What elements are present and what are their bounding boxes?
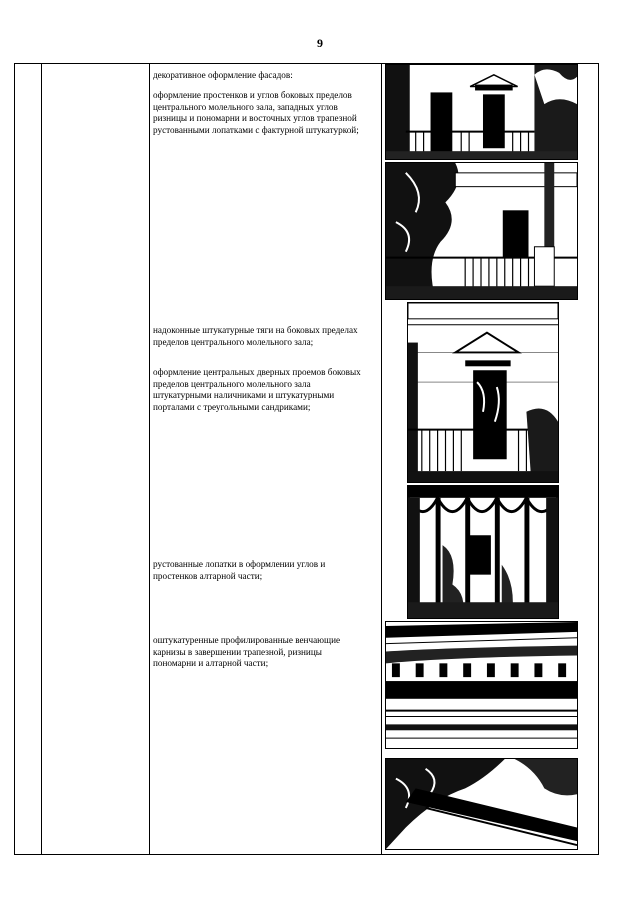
photo-facade-doors-balcony: [385, 64, 578, 160]
page-number: 9: [317, 36, 323, 50]
text-door-portals: оформление центральных дверных проемов боковых пределов центрального молельного зала штукатурными наличниками и штукатурными порталами с треугольными сандриками;: [153, 367, 361, 412]
photo-facade-window-fence: [385, 162, 578, 300]
column-divider: [41, 64, 42, 854]
text-decor-heading: декоративное оформление фасадов:: [153, 70, 293, 80]
photo-cornice-roof-tree: [385, 758, 578, 850]
table-frame: [14, 63, 599, 855]
photo-gothic-iron-gallery: [407, 485, 559, 619]
text-altar-pilasters: рустованные лопатки в оформлении углов и простенков алтарной части;: [153, 559, 326, 581]
text-cornices: оштукатуренные профилированные венчающие карнизы в завершении трапезной, ризницы пономарни и алтарной части;: [153, 635, 341, 668]
photo-portal-pediment: [407, 302, 559, 483]
photo-cornice-ornament: [385, 621, 578, 749]
column-divider: [149, 64, 150, 854]
text-window-moldings: надоконные штукатурные тяги на боковых пределах пределов центрального молельного зала;: [153, 325, 358, 347]
text-pilasters: оформление простенков и углов боковых пределов центрального молельного зала, западных углов ризницы и пономарни и восточных углов трапезной рустованными лопатками с фактурной штукатуркой;: [153, 90, 359, 135]
column-divider: [381, 64, 382, 854]
